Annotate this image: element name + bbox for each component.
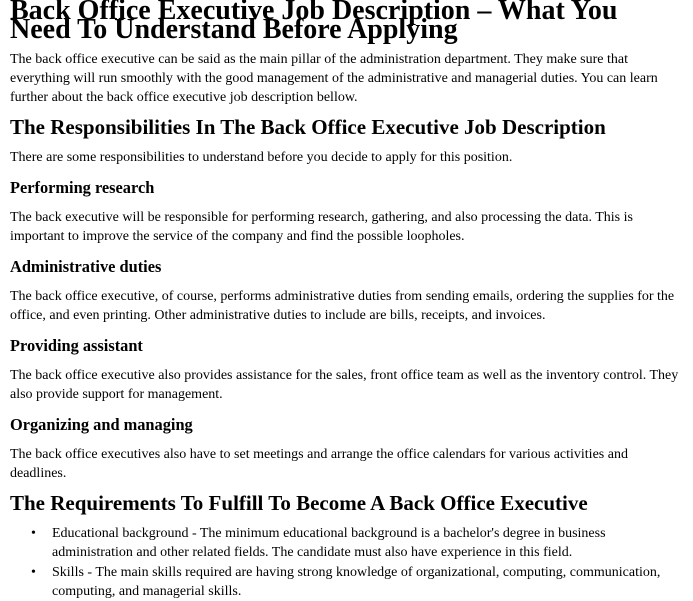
list-item-text: Educational background - The minimum educational background is a bachelor's degree in business administration and other related fields. The candidate must also have experience in this field. xyxy=(52,526,606,560)
document-title: Back Office Executive Job Description – What You Need To Understand Before Applying xyxy=(10,0,618,45)
section-heading-assistant: Providing assistant xyxy=(10,336,143,355)
list-item xyxy=(31,524,683,562)
list-item-text: Skills - The main skills required are having strong knowledge of organizational, computing, communication, computing, and managerial skills. xyxy=(52,565,661,599)
section-heading-research: Performing research xyxy=(10,178,155,197)
section-text-organizing: The back office executives also have to set meetings and arrange the office calendars for various activities and deadlines. xyxy=(10,447,628,481)
requirements-list xyxy=(10,524,683,601)
requirements-heading: The Requirements To Fulfill To Become A Back Office Executive xyxy=(10,491,588,515)
section-heading-organizing: Organizing and managing xyxy=(10,415,193,434)
section-text-research: The back executive will be responsible for performing research, gathering, and also processing the data. This is important to improve the service of the company and find the possible loopholes. xyxy=(10,210,633,244)
intro-paragraph: The back office executive can be said as the main pillar of the administration department. They make sure that everything will run smoothly with the good management of the administrative and managerial duties. You can learn further about the back office executive job description bellow. xyxy=(10,52,658,105)
list-item xyxy=(31,563,683,601)
responsibilities-intro: There are some responsibilities to understand before you decide to apply for this position. xyxy=(10,150,513,165)
bullet-icon: • xyxy=(31,565,36,580)
bullet-icon: • xyxy=(31,526,36,541)
section-text-administrative: The back office executive, of course, performs administrative duties from sending emails, ordering the supplies for the office, and even printing. Other administrative duties to include are bills, receipts, and invoices. xyxy=(10,289,675,323)
section-heading-administrative: Administrative duties xyxy=(10,257,162,276)
section-text-assistant: The back office executive also provides assistance for the sales, front office team as well as the inventory control. They also provide support for management. xyxy=(10,368,679,402)
responsibilities-heading: The Responsibilities In The Back Office Executive Job Description xyxy=(10,115,606,139)
